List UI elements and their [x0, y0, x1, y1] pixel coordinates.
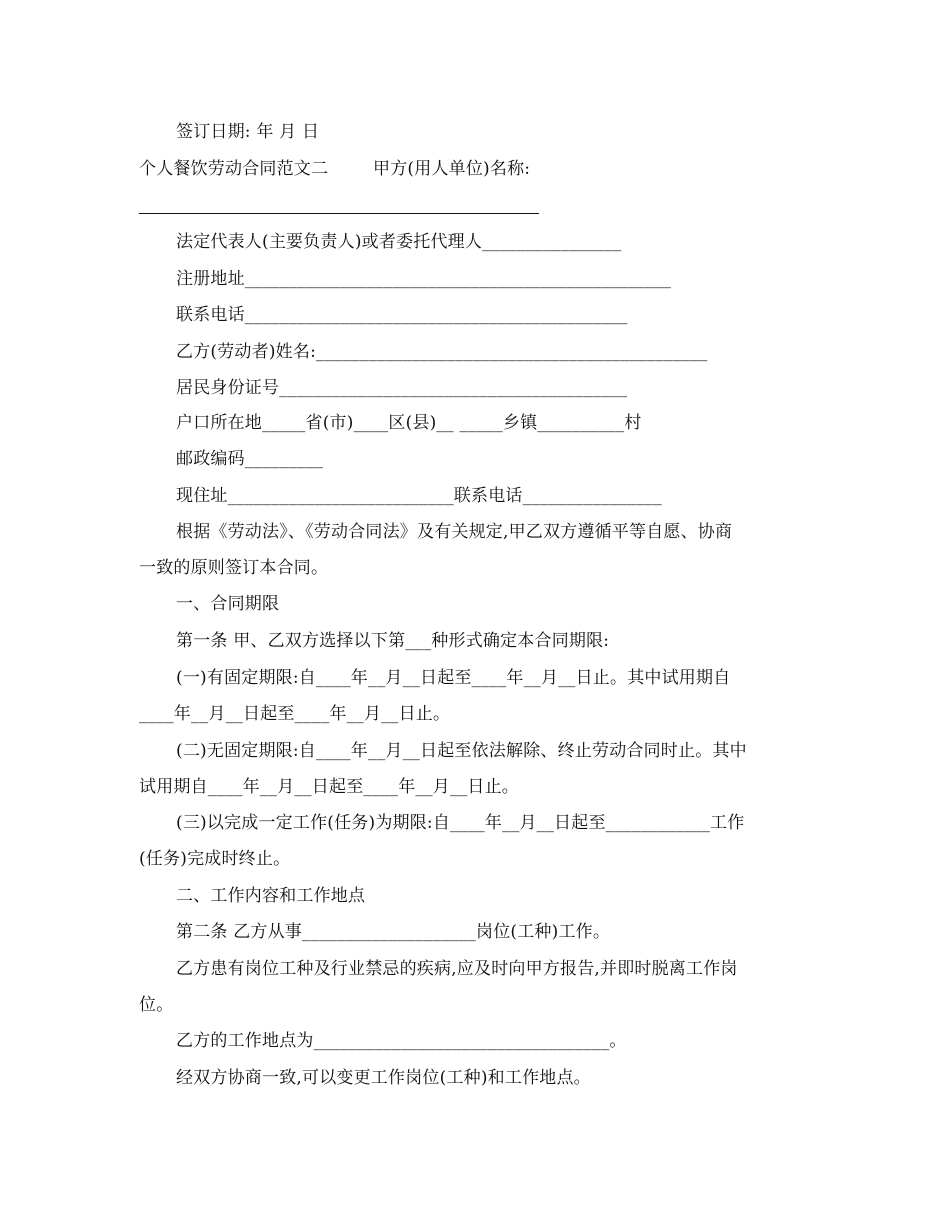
postal-code-line: 邮政编码_________ [176, 449, 324, 469]
task-term-line-1: (三)以完成一定工作(任务)为期限:自____年__月__日起至____________工作 [176, 813, 745, 833]
fixed-term-line-2: ____年__月__日起至____年__月__日止。 [139, 704, 451, 724]
task-term-line-2: (任务)完成时终止。 [139, 849, 291, 869]
disease-clause-line-2: 位。 [139, 995, 174, 1015]
preamble-line-1: 根据《劳动法》、《劳动合同法》及有关规定,甲乙双方遵循平等自愿、协商 [176, 522, 733, 542]
section-heading-work-content: 二、工作内容和工作地点 [176, 886, 366, 906]
registered-address-line: 注册地址_________________________________________________ [176, 269, 672, 289]
signing-date-line: 签订日期: 年 月 日 [176, 122, 320, 142]
party-a-phone-line: 联系电话____________________________________________ [176, 305, 628, 325]
change-agreement-line: 经双方协商一致,可以变更工作岗位(工种)和工作地点。 [176, 1068, 591, 1088]
party-b-name-line: 乙方(劳动者)姓名:_____________________________________________ [176, 342, 708, 362]
party-a-name-underline [139, 213, 539, 214]
open-term-line-2: 试用期自____年__月__日起至____年__月__日止。 [139, 777, 519, 797]
open-term-line-1: (二)无固定期限:自____年__月__日起至依法解除、终止劳动合同时止。其中 [176, 741, 747, 761]
legal-representative-line: 法定代表人(主要负责人)或者委托代理人________________ [176, 232, 622, 252]
title-party-a-line: 个人餐饮劳动合同范文二 甲方(用人单位)名称: [139, 159, 531, 179]
preamble-line-2: 一致的原则签订本合同。 [139, 558, 329, 578]
household-registration-line: 户口所在地_____省(市)____区(县)__ _____乡镇__________村 [176, 413, 642, 433]
current-address-line: 现住址__________________________联系电话________________ [176, 486, 662, 506]
article-1-line: 第一条 甲、乙双方选择以下第___种形式确定本合同期限: [176, 631, 610, 651]
disease-clause-line-1: 乙方患有岗位工种及行业禁忌的疾病,应及时向甲方报告,并即时脱离工作岗 [176, 959, 738, 979]
work-location-line: 乙方的工作地点为__________________________________。 [176, 1031, 627, 1051]
section-heading-contract-term: 一、合同期限 [176, 594, 280, 614]
fixed-term-line-1: (一)有固定期限:自____年__月__日起至____年__月__日止。其中试用期自 [176, 668, 731, 688]
id-number-line: 居民身份证号________________________________________ [176, 378, 628, 398]
article-2-line: 第二条 乙方从事____________________岗位(工种)工作。 [176, 922, 611, 942]
